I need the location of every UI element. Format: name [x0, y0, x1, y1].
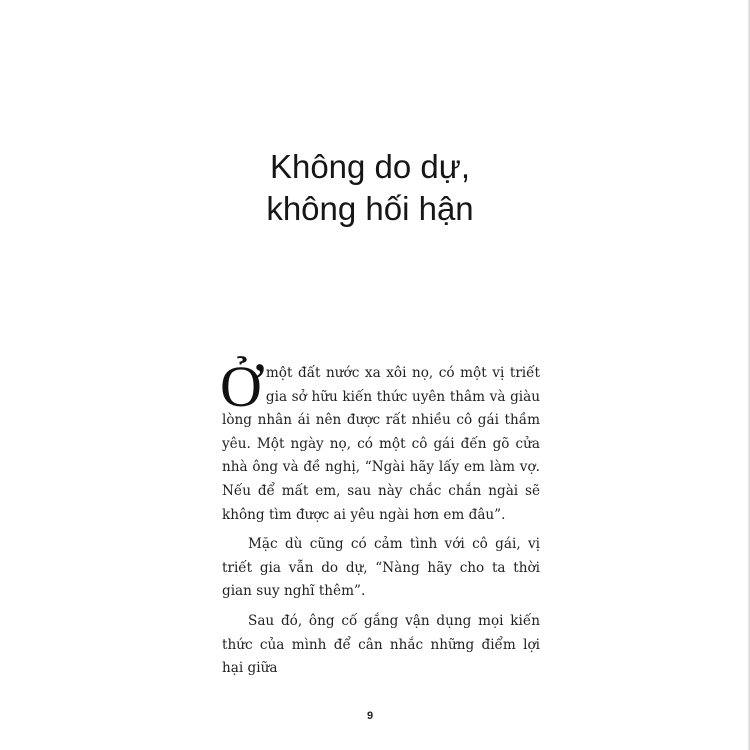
page-number: 9 — [366, 710, 374, 722]
drop-cap: Ở — [220, 354, 262, 419]
paragraph-2: Mặc dù cũng có cảm tình với cô gái, vị triết gia vẫn do dự, “Nàng hãy cho ta thời gian suy nghĩ thêm”. — [222, 536, 540, 600]
chapter-title-line-2: không hối hận — [266, 190, 474, 227]
chapter-title — [0, 146, 740, 230]
paragraph-3: Sau đó, ông cố gắng vận dụng mọi kiến thức của mình để cân nhắc những điểm lợi hại giữa — [222, 612, 540, 677]
paragraph-1-text: một đất nước xa xôi nọ, có một vị triết gia sở hữu kiến thức uyên thâm và giàu lòng nhân ái nên được rất nhiều cô gái thầm yêu. Một ngày nọ, có một cô gái đến gõ cửa nhà ông và đề nghị, “Ngài hãy lấy em làm vợ. Nếu để mất em, sau này chắc chắn ngài sẽ không tìm được ai yêu ngài hơn em đâu”. — [222, 365, 540, 523]
paragraph-1 — [220, 354, 540, 527]
chapter-title-line-1: Không do dự, — [269, 148, 471, 185]
chapter-body — [220, 354, 540, 681]
